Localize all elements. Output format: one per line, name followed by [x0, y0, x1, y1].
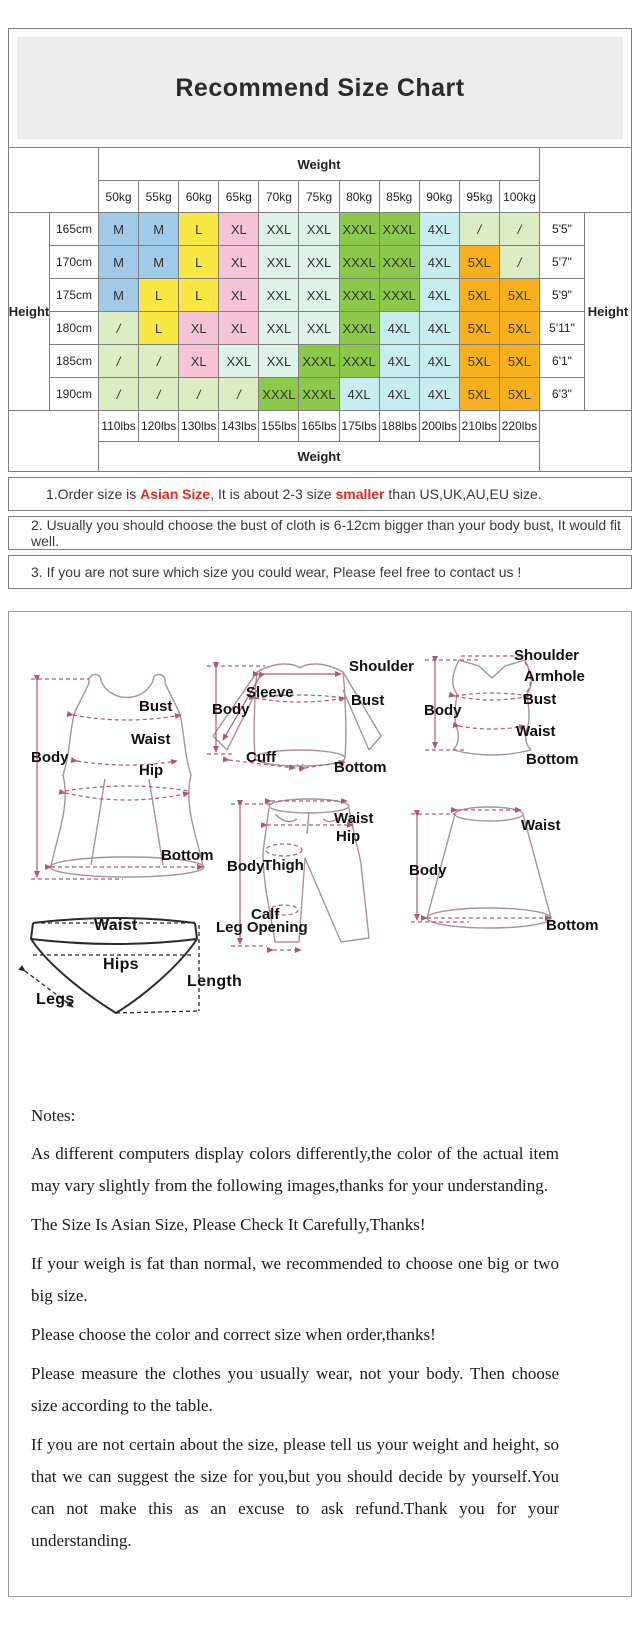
size-cell: L: [179, 246, 218, 278]
lbs-cell: 220lbs: [500, 411, 539, 441]
notes-paragraph: If you are not certain about the size, please tell us your weight and height, so that we can suggest the size for you,but you should decide by yourself.You can not make this as an excuse to ask refund.Thank you for your understanding.: [31, 1435, 559, 1550]
height-label-right: Height: [585, 213, 631, 410]
shirt-bust-label: Bust: [351, 692, 385, 709]
size-cell: M: [139, 246, 178, 278]
size-cell: XL: [219, 213, 258, 245]
corner-cell: [540, 411, 631, 471]
size-cell: 4XL: [420, 279, 459, 311]
size-cell: 5XL: [500, 312, 539, 344]
dress-bust-label: Bust: [139, 698, 173, 715]
size-cell: XXXL: [340, 312, 379, 344]
size-table: [9, 147, 631, 471]
kg-header-cell: 60kg: [179, 181, 218, 212]
size-cell: /: [219, 378, 258, 410]
size-cell: XXL: [299, 312, 338, 344]
size-cell: XXXL: [299, 378, 338, 410]
size-cell: XXL: [299, 246, 338, 278]
shirt-bottom-label: Bottom: [334, 759, 387, 776]
height-cm-cell: 185cm: [50, 345, 98, 377]
size-cell: XXL: [259, 345, 298, 377]
height-cm-cell: 190cm: [50, 378, 98, 410]
size-cell: /: [99, 312, 138, 344]
size-cell: XXXL: [340, 345, 379, 377]
vest-armhole-label: Armhole: [524, 668, 585, 685]
kg-header-cell: 50kg: [99, 181, 138, 212]
shirt-sleeve-label: Sleeve: [246, 684, 294, 701]
lbs-cell: 210lbs: [460, 411, 499, 441]
size-cell: XXL: [259, 213, 298, 245]
briefs-legs-label: Legs: [36, 991, 75, 1008]
size-cell: XXL: [219, 345, 258, 377]
lbs-cell: 110lbs: [99, 411, 138, 441]
height-cm-cell: 175cm: [50, 279, 98, 311]
lbs-cell: 165lbs: [299, 411, 338, 441]
skirt-bottom-label: Bottom: [546, 917, 599, 934]
corner-cell: [9, 411, 98, 471]
measure-panel: [8, 611, 632, 1597]
notes-paragraph: As different computers display colors differently,the color of the actual item may vary slightly from the following images,thanks for your understanding.: [31, 1144, 559, 1195]
order-note-text: 3. If you are not sure which size you could wear, Please feel free to contact us !: [31, 564, 522, 580]
size-cell: XXXL: [380, 246, 419, 278]
kg-header-cell: 100kg: [500, 181, 539, 212]
measure-diagrams: [9, 612, 631, 1074]
size-cell: 5XL: [500, 279, 539, 311]
lbs-cell: 188lbs: [380, 411, 419, 441]
height-ft-cell: 6'1": [540, 345, 584, 377]
height-ft-cell: 5'5": [540, 213, 584, 245]
size-cell: 5XL: [460, 279, 499, 311]
size-cell: XL: [219, 279, 258, 311]
shirt-body-label: Body: [212, 701, 250, 718]
size-cell: 5XL: [460, 378, 499, 410]
dress-bottom-label: Bottom: [161, 847, 214, 864]
weight-top-header: Weight: [99, 148, 539, 180]
size-chart-panel: [8, 28, 632, 472]
kg-header-cell: 55kg: [139, 181, 178, 212]
pants-hip-label: Hip: [336, 828, 361, 845]
height-cm-cell: 180cm: [50, 312, 98, 344]
size-cell: XXL: [299, 279, 338, 311]
size-cell: M: [99, 279, 138, 311]
height-ft-cell: 5'11": [540, 312, 584, 344]
pants-leg-opening-label: Leg Opening: [216, 919, 308, 936]
size-cell: /: [460, 213, 499, 245]
size-cell: 5XL: [500, 378, 539, 410]
size-cell: /: [500, 213, 539, 245]
order-note-2: [8, 516, 632, 550]
size-cell: 4XL: [420, 345, 459, 377]
shirt-shoulder-label: Shoulder: [349, 658, 415, 675]
vest-shoulder-label: Shoulder: [514, 647, 580, 664]
size-cell: 4XL: [420, 312, 459, 344]
size-cell: 4XL: [340, 378, 379, 410]
size-cell: M: [99, 213, 138, 245]
kg-header-cell: 70kg: [259, 181, 298, 212]
lbs-cell: 155lbs: [259, 411, 298, 441]
size-cell: XXL: [259, 246, 298, 278]
order-note-3: [8, 555, 632, 589]
order-note-1: [8, 477, 632, 511]
size-cell: /: [139, 378, 178, 410]
vest-body-label: Body: [424, 702, 462, 719]
size-cell: /: [139, 345, 178, 377]
height-ft-cell: 5'7": [540, 246, 584, 278]
size-cell: XXXL: [299, 345, 338, 377]
size-cell: XXXL: [340, 213, 379, 245]
kg-header-cell: 95kg: [460, 181, 499, 212]
size-cell: XL: [219, 312, 258, 344]
skirt-waist-label: Waist: [521, 817, 561, 834]
size-cell: L: [179, 279, 218, 311]
size-cell: XXL: [259, 279, 298, 311]
page-title: Recommend Size Chart: [175, 73, 465, 102]
lbs-cell: 200lbs: [420, 411, 459, 441]
order-note-text: 1.Order size is Asian Size, It is about 2-3 size smaller than US,UK,AU,EU size.: [46, 486, 542, 502]
notes-heading: Notes:: [31, 1106, 76, 1125]
vest-bust-label: Bust: [523, 691, 557, 708]
size-cell: XL: [179, 312, 218, 344]
height-ft-cell: 5'9": [540, 279, 584, 311]
lbs-cell: 143lbs: [219, 411, 258, 441]
size-cell: L: [179, 213, 218, 245]
briefs-waist-label: Waist: [94, 917, 138, 934]
dress-hip-label: Hip: [139, 762, 164, 779]
skirt-body-label: Body: [409, 862, 447, 879]
corner-cell: [540, 148, 631, 212]
size-cell: 5XL: [460, 246, 499, 278]
size-cell: M: [139, 213, 178, 245]
kg-header-cell: 80kg: [340, 181, 379, 212]
size-cell: L: [139, 312, 178, 344]
notes-paragraph: If your weigh is fat than normal, we recommended to choose one big or two big size.: [31, 1254, 559, 1305]
notes-paragraph: The Size Is Asian Size, Please Check It Carefully,Thanks!: [31, 1215, 426, 1234]
size-cell: /: [99, 345, 138, 377]
corner-cell: [9, 148, 98, 212]
height-label-left: Height: [9, 213, 49, 410]
notes-paragraph: Please choose the color and correct size when order,thanks!: [31, 1325, 436, 1344]
lbs-cell: 120lbs: [139, 411, 178, 441]
vest-waist-label: Waist: [516, 723, 556, 740]
size-cell: L: [139, 279, 178, 311]
size-cell: XXXL: [259, 378, 298, 410]
pants-thigh-label: Thigh: [263, 857, 304, 874]
kg-header-cell: 90kg: [420, 181, 459, 212]
size-cell: /: [99, 378, 138, 410]
order-notes: [0, 477, 640, 589]
kg-header-cell: 85kg: [380, 181, 419, 212]
size-cell: /: [179, 378, 218, 410]
notes-section: [9, 1074, 631, 1557]
size-cell: XL: [219, 246, 258, 278]
size-cell: M: [99, 246, 138, 278]
kg-header-cell: 65kg: [219, 181, 258, 212]
size-cell: 4XL: [380, 345, 419, 377]
height-ft-cell: 6'3": [540, 378, 584, 410]
pants-waist-label: Waist: [334, 810, 374, 827]
title-band: [17, 37, 623, 139]
order-note-text: 2. Usually you should choose the bust of cloth is 6-12cm bigger than your body bust, It would fit well.: [31, 517, 621, 549]
height-cm-cell: 165cm: [50, 213, 98, 245]
size-cell: 5XL: [500, 345, 539, 377]
size-cell: XXXL: [380, 213, 419, 245]
dress-waist-label: Waist: [131, 731, 171, 748]
size-cell: XL: [179, 345, 218, 377]
lbs-cell: 130lbs: [179, 411, 218, 441]
height-cm-cell: 170cm: [50, 246, 98, 278]
shirt-cuff-label: Cuff: [246, 749, 276, 766]
size-cell: 4XL: [420, 378, 459, 410]
size-cell: 4XL: [420, 246, 459, 278]
size-cell: XXXL: [380, 279, 419, 311]
size-cell: 4XL: [380, 312, 419, 344]
size-cell: 4XL: [380, 378, 419, 410]
lbs-cell: 175lbs: [340, 411, 379, 441]
kg-header-cell: 75kg: [299, 181, 338, 212]
dress-body-label: Body: [31, 749, 69, 766]
size-cell: 4XL: [420, 213, 459, 245]
size-cell: XXXL: [340, 279, 379, 311]
size-cell: XXL: [299, 213, 338, 245]
weight-bottom-header: Weight: [99, 442, 539, 471]
briefs-length-label: Length: [187, 973, 243, 990]
size-cell: /: [500, 246, 539, 278]
size-cell: XXL: [259, 312, 298, 344]
notes-paragraph: Please measure the clothes you usually wear, not your body. Then choose size according to the table.: [31, 1364, 559, 1415]
vest-bottom-label: Bottom: [526, 751, 579, 768]
pants-calf-label: Calf: [251, 906, 280, 923]
pants-body-label: Body: [227, 858, 265, 875]
briefs-hips-label: Hips: [103, 956, 139, 973]
size-cell: 5XL: [460, 312, 499, 344]
size-cell: 5XL: [460, 345, 499, 377]
size-cell: XXXL: [340, 246, 379, 278]
